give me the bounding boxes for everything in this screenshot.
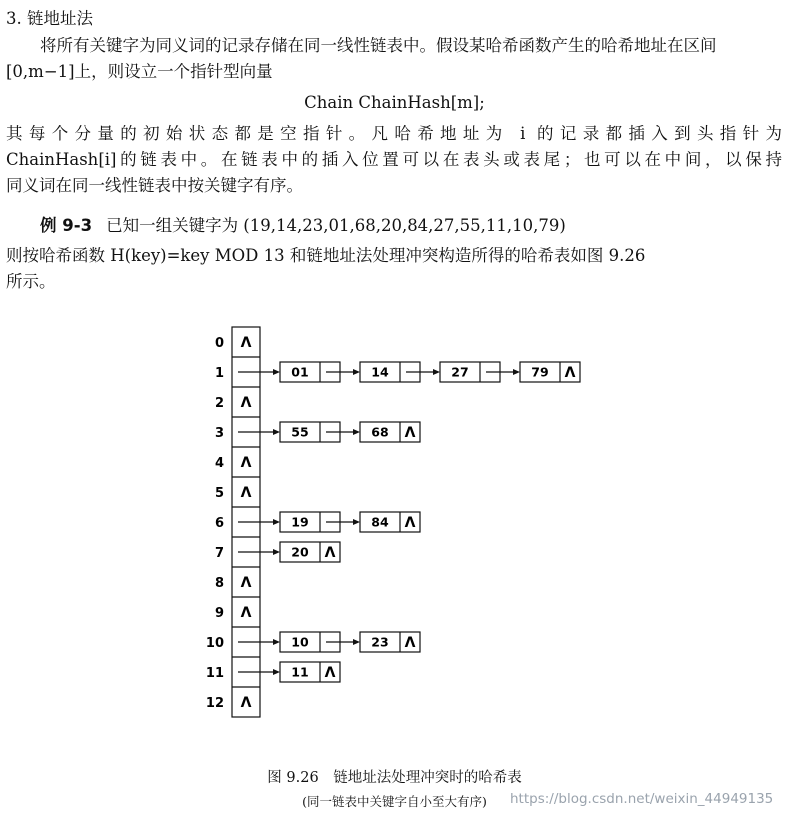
next-pointer-arrowhead [353,369,360,375]
node-key: 55 [291,424,309,440]
pointer-arrowhead [273,669,280,675]
null-pointer: Λ [404,425,416,441]
node-key: 11 [291,664,309,680]
next-pointer-arrowhead [513,369,520,375]
pointer-arrowhead [273,549,280,555]
section-heading: 3. 链地址法 [6,9,93,28]
slot-index: 9 [214,606,224,621]
slot-index: 10 [205,636,224,651]
node-key: 23 [371,634,389,650]
node-key: 10 [291,634,309,650]
null-pointer: Λ [240,335,252,351]
null-pointer: Λ [564,365,576,381]
node-key: 14 [371,364,389,380]
example-text: 已知一组关键字为 (19,14,23,01,68,20,84,27,55,11,10,79) [106,216,566,235]
slot-index: 4 [214,456,224,471]
null-pointer: Λ [240,455,252,471]
slot-index: 6 [214,516,224,531]
node-key: 79 [531,364,549,380]
slot-index: 0 [214,336,224,351]
node-key: 84 [371,514,389,530]
paragraph-3-line-1: 则按哈希函数 H(key)=key MOD 13 和链地址法处理冲突构造所得的哈希表如图 9.26 [6,246,646,265]
paragraph-2-line-2: ChainHash[i]的链表中。在链表中的插入位置可以在表头或表尾；也可以在中间，以保持 [6,150,782,169]
node-key: 19 [291,514,309,530]
paragraph-2-line-3: 同义词在同一线性链表中按关键字有序。 [6,176,303,195]
figure-subcaption: (同一链表中关键字自小至大有序) [302,794,487,809]
slot-index: 1 [214,366,224,381]
pointer-arrowhead [273,429,280,435]
null-pointer: Λ [404,515,416,531]
pointer-arrowhead [273,639,280,645]
next-pointer-arrowhead [353,429,360,435]
slot-index: 11 [205,666,224,681]
paragraph-3-line-2: 所示。 [6,272,56,291]
code-line: Chain ChainHash[m]; [304,93,485,112]
next-pointer-arrowhead [353,519,360,525]
slot-index: 7 [214,546,224,561]
null-pointer: Λ [240,605,252,621]
node-key: 27 [451,364,469,380]
paragraph-1: 将所有关键字为同义词的记录存储在同一线性链表中。假设某哈希函数产生的哈希地址在区间[0,m−1]上，则设立一个指针型向量 [6,36,717,81]
watermark: https://blog.csdn.net/weixin_44949135 [510,791,774,807]
node-key: 20 [291,544,309,560]
node-key: 01 [291,364,309,380]
paragraph-2-line-1: 其每个分量的初始状态都是空指针。凡哈希地址为 i 的记录都插入到头指针为 [6,124,782,143]
slot-index: 12 [205,696,224,711]
null-pointer: Λ [324,545,336,561]
pointer-arrowhead [273,519,280,525]
null-pointer: Λ [240,395,252,411]
pointer-arrowhead [273,369,280,375]
node-key: 68 [371,424,389,440]
null-pointer: Λ [240,575,252,591]
slot-index: 2 [214,396,224,411]
null-pointer: Λ [404,635,416,651]
next-pointer-arrowhead [433,369,440,375]
null-pointer: Λ [240,485,252,501]
null-pointer: Λ [240,695,252,711]
slot-index: 8 [214,576,224,591]
figure-caption: 图 9.26 链地址法处理冲突时的哈希表 [267,770,522,786]
slot-index: 5 [214,486,224,501]
next-pointer-arrowhead [353,639,360,645]
slot-index: 3 [214,426,224,441]
example-label: 例 9-3 [40,216,93,235]
null-pointer: Λ [324,665,336,681]
